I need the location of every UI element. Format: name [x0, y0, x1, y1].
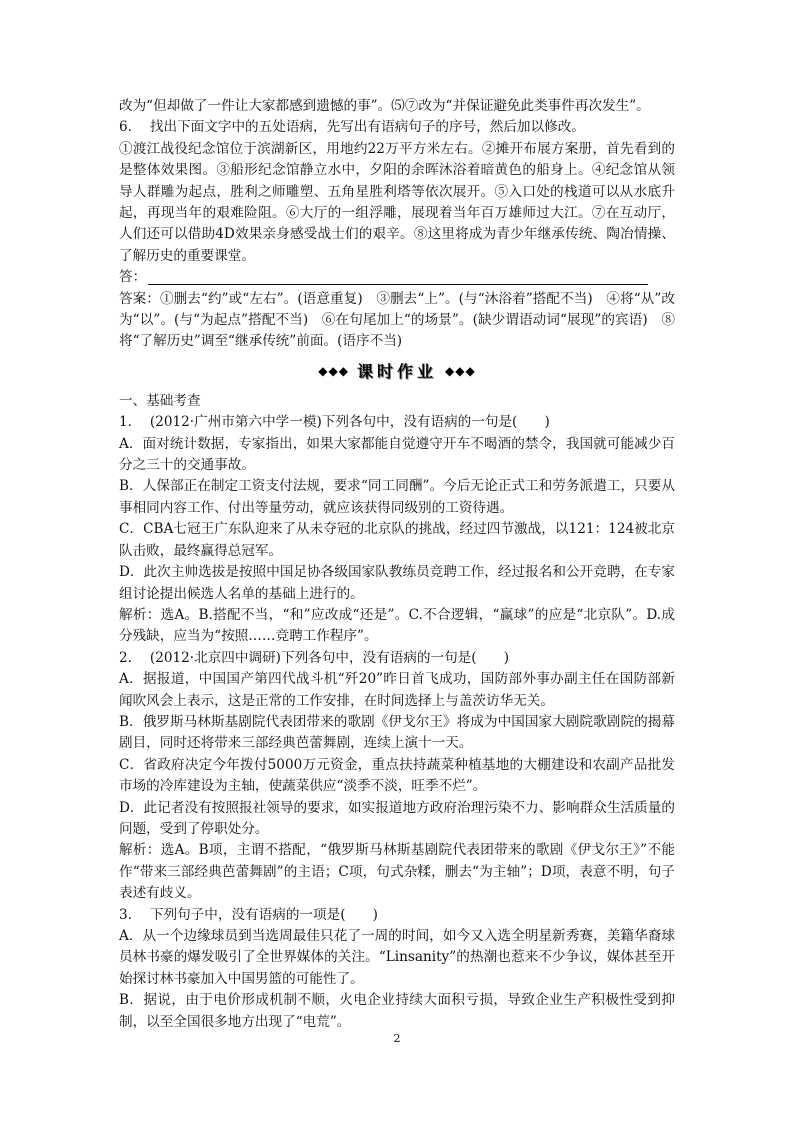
continuation-line: 改为“但却做了一件让大家都感到遗憾的事”。⑸⑦改为“并保证避免此类事件再次发生”。 — [119, 98, 650, 114]
banner-left-decoration: ◆◆◆ — [318, 364, 349, 379]
q1-stem: 1. (2012·广州市第六中学一模)下列各句中，没有语病的一句是( ) — [119, 414, 550, 431]
answer-underline — [148, 284, 648, 285]
q6-answer: 答案：①删去“约”或“左右”。(语意重复) ③删去“上”。(与“沐浴着”搭配不当) ④将“从”改为“以”。(与“为起点”搭配不当) ⑥在句尾加上“的场景”。(缺少谓语动词“展现”的宾语) ⑧将“了解历史”调至“继承传统”前面。(语序不当) — [119, 290, 675, 350]
q1-option-a: A．面对统计数据，专家指出，如果大家都能自觉遵守开车不喝酒的禁令，我国就可能减少百分之三十的交通事故。 — [119, 435, 675, 474]
answer-label: 答： — [119, 269, 147, 286]
q2-option-c: C．省政府决定今年拨付5000万元资金，重点扶持蔬菜种植基地的大棚建设和农副产品批发市场的冷库建设为主轴，使蔬菜供应“淡季不淡，旺季不烂”。 — [119, 756, 675, 795]
q1-analysis: 解析：选A。B.搭配不当，“和”应改成“还是”。C.不合逻辑，“赢球”的应是“北京队”。D.成分残缺，应当为“按照……竞聘工作程序”。 — [119, 606, 675, 645]
q2-option-a: A．据报道，中国国产第四代战斗机“歼20”昨日首飞成功，国防部外事办副主任在国防部新闻吹风会上表示，这是正常的工作安排，在时间选择上与盖茨访华无关。 — [119, 671, 675, 709]
q3-option-b: B．据说，由于电价形成机制不顺，火电企业持续大面积亏损，导致企业生产积极性受到抑制，以至全国很多地方出现了“电荒”。 — [119, 992, 675, 1030]
q1-option-d: D．此次主帅选拔是按照中国足协各级国家队教练员竞聘工作，经过报名和公开竞聘，在专家组讨论提出候选人名单的基础上进行的。 — [119, 564, 675, 602]
q6-passage: ①渡江战役纪念馆位于滨湖新区，用地约22万平方米左右。②摊开布展方案册，首先看到的是整体效果图。③船形纪念馆静立水中，夕阳的余晖沐浴着暗黄色的船身上。④纪念馆从领导人群雕为起点，胜利之师雕塑、五角星胜利塔等依次展开。⑤入口处的栈道可以从水底升起，再现当年的艰难险阻。⑥大厅的一组浮雕，展现着当年百万雄师过大江。⑦在互动厅，人们还可以借助4D效果亲身感受战士们的艰辛。⑧这里将成为青少年继承传统、陶冶情操、了解历史的重要课堂。 — [119, 140, 675, 264]
q6-stem: 6. 找出下面文字中的五处语病，先写出有语病句子的序号，然后加以修改。 — [119, 119, 585, 136]
q3-option-a: A．从一个边缘球员到当选周最佳只花了一周的时间，如今又入选全明星新秀赛，美籍华裔球员林书豪的爆发吸引了全世界媒体的关注。“Linsanity”的热潮也惹来不少争议，媒体甚至开始探讨林书豪加入中国男篮的可能性了。 — [119, 928, 675, 987]
q2-analysis: 解析：选A。B项，主谓不搭配，“俄罗斯马林斯基剧院代表团带来的歌剧《伊戈尔王》”不能作“带来三部经典芭蕾舞剧”的主语；C项，句式杂糅，删去“为主轴”；D项，表意不明，句子表述有歧义。 — [119, 842, 675, 902]
q2-stem: 2. (2012·北京四中调研)下列各句中，没有语病的一句是( ) — [119, 649, 510, 666]
q2-option-b: B．俄罗斯马林斯基剧院代表团带来的歌剧《伊戈尔王》将成为中国国家大剧院歌剧院的揭幕剧目，同时还将带来三部经典芭蕾舞剧，连续上演十一天。 — [119, 713, 675, 752]
answer-line — [119, 267, 675, 288]
q2-option-d: D．此记者没有按照报社领导的要求，如实报道地方政府治理污染不力、影响群众生活质量的问题，受到了停职处分。 — [119, 799, 675, 837]
q1-option-c: C．CBA七冠王广东队迎来了从未夺冠的北京队的挑战，经过四节激战，以121：124被北京队击败，最终赢得总冠军。 — [119, 521, 675, 559]
q1-option-b: B．人保部正在制定工资支付法规，要求“同工同酬”。今后无论正式工和劳务派遣工，只要从事相同内容工作、付出等量劳动，就应该获得同级别的工资待遇。 — [119, 478, 675, 516]
page-content — [119, 96, 675, 1033]
section-title: 一、基础考查 — [119, 392, 201, 409]
page-number: 2 — [393, 1032, 401, 1045]
banner-right-decoration: ◆◆◆ — [445, 364, 476, 379]
q3-stem: 3. 下列句子中，没有语病的一项是( ) — [119, 906, 378, 923]
banner-title: 课时作业 — [356, 362, 437, 382]
section-banner — [119, 355, 675, 389]
